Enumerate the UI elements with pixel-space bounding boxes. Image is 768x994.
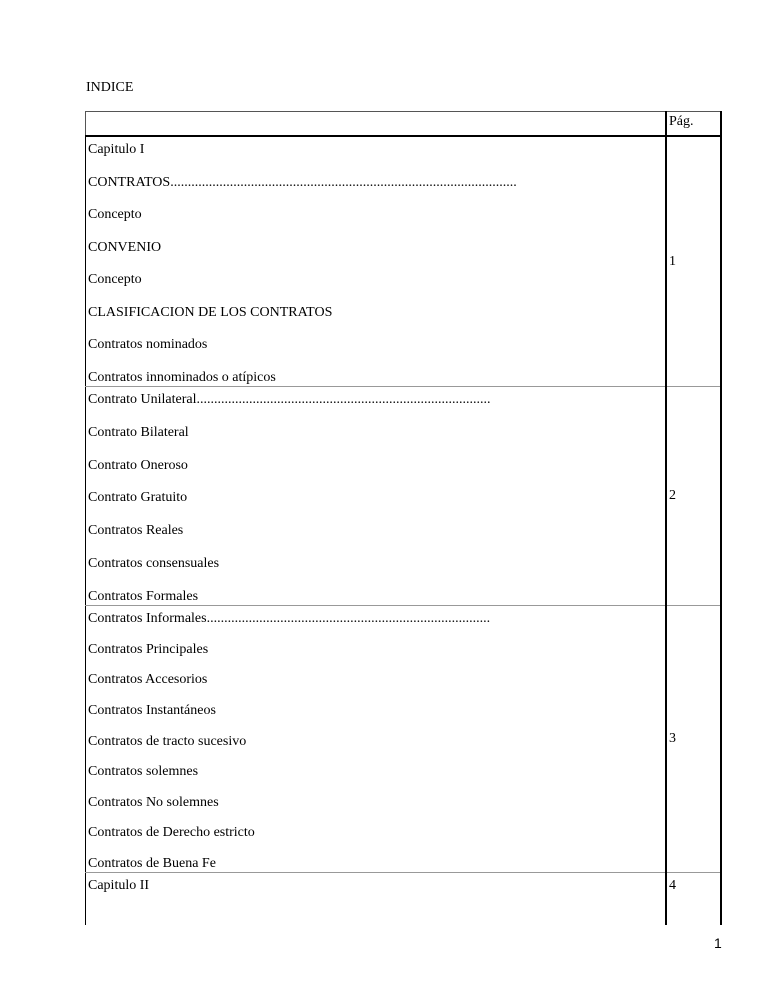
entry: Contratos Principales: [88, 641, 209, 657]
table-row: [86, 606, 722, 873]
entry-list: [86, 137, 665, 386]
page-number-cell: 1: [666, 136, 721, 387]
entry: Capitulo I: [88, 142, 145, 157]
entry: Contrato Gratuito: [88, 490, 188, 506]
entry: Contratos Informales.................................................................................: [88, 611, 491, 626]
entry: CONTRATOS...................................................................................................: [88, 174, 517, 190]
index-table: [85, 111, 722, 925]
table-row: [86, 136, 722, 387]
page-column-header: Pág.: [666, 112, 721, 137]
entry: Concepto: [88, 272, 142, 288]
table-row: [86, 873, 722, 926]
entry: Contratos Formales: [88, 588, 199, 604]
entry: Contrato Oneroso: [88, 457, 188, 473]
entry: Contratos Reales: [88, 523, 184, 539]
entry: Contratos de Derecho estricto: [88, 825, 255, 841]
page-number-cell: 2: [666, 387, 721, 606]
entry: Contratos consensuales: [88, 556, 220, 572]
table-row: [86, 387, 722, 606]
entry: Contratos No solemnes: [88, 794, 219, 810]
page-number: 1: [714, 935, 722, 951]
index-title: INDICE: [86, 80, 134, 95]
entry: Capitulo II: [88, 878, 150, 893]
entry: Contrato Bilateral: [88, 424, 189, 440]
entry: Contratos de Buena Fe: [88, 856, 216, 871]
entry: Contratos Accesorios: [88, 672, 208, 688]
table-header-row: [86, 112, 722, 137]
entry-list: [86, 387, 665, 605]
entry: Contratos nominados: [88, 337, 208, 353]
entry: Contratos de tracto sucesivo: [88, 733, 247, 749]
page-number-cell: 4: [666, 873, 721, 926]
entry: CONVENIO: [88, 239, 162, 255]
entry: Contratos Instantáneos: [88, 702, 216, 718]
page-number-cell: 3: [666, 606, 721, 873]
entry: Contratos innominados o atípicos: [88, 369, 276, 385]
entry: CLASIFICACION DE LOS CONTRATOS: [88, 304, 333, 320]
entry: Contrato Unilateral....................................................................................: [88, 392, 491, 407]
entry: Concepto: [88, 207, 142, 223]
entry-list: [86, 873, 665, 925]
entry: Contratos solemnes: [88, 764, 199, 780]
entry-list: [86, 606, 665, 872]
